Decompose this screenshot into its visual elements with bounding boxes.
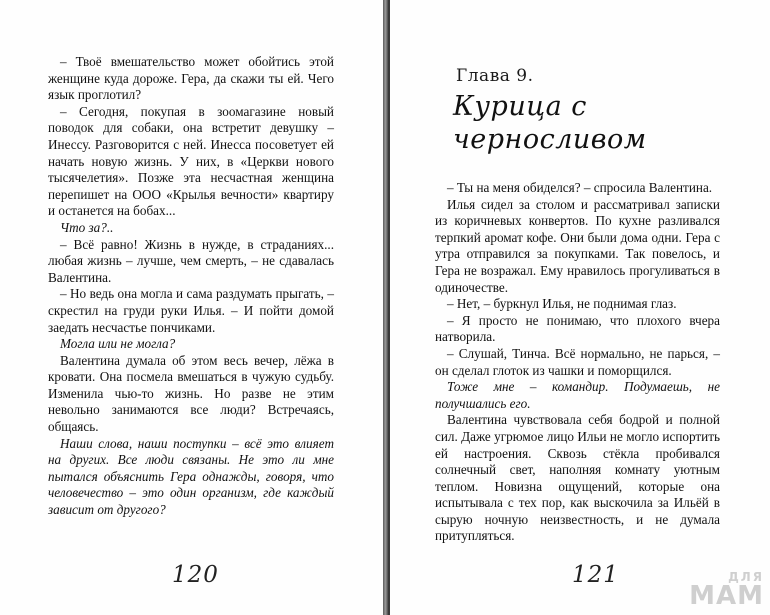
paragraph: – Слушай, Тинча. Всё нормально, не парься, – он сделал глоток из чашки и поморщился. [435, 345, 720, 378]
watermark-line-2: МАМ [689, 581, 764, 611]
chapter-number: Глава 9. [456, 66, 534, 86]
paragraph: – Но ведь она могла и сама раздумать прыгать, – скрестил на груди руки Илья. – И пойти домой заедать несчастье пончиками. [48, 286, 334, 335]
chapter-title: Курица с черносливом [453, 91, 647, 155]
paragraph: Что за?.. [60, 219, 114, 235]
paragraph: Наши слова, наши поступки – всё это влияет на других. Все люди связаны. Не это ли мне пытался объяснить Гера однажды, говоря, что человечество – это один организм, где каждый зависит от другого? [48, 435, 334, 518]
page-number-right: 121 [572, 562, 619, 588]
paragraph: – Твоё вмешательство может обойтись этой женщине куда дороже. Гера, да скажи ты ей. Чего язык проглотил? [48, 54, 334, 103]
paragraph: – Я просто не понимаю, что плохого вчера натворила. [435, 312, 720, 345]
paragraph: Валентина думала об этом весь вечер, лёжа в кровати. Она посмела вмешаться в чужую судьбу. Изменила чью-то жизнь. Но разве не этим невольно занимаются все люди? Встречаясь, общаясь. [48, 352, 334, 435]
paragraph: – Ты на меня обиделся? – спросила Валентина. [447, 180, 713, 195]
paragraph: Могла или не могла? [60, 336, 176, 352]
watermark-line-1: ДЛЯ [728, 570, 764, 584]
paragraph: – Всё равно! Жизнь в нужде, в страданиях... любая жизнь – лучше, чем смерть, – не сдавалась Валентина. [48, 236, 334, 285]
paragraph: Тоже мне – командир. Подумаешь, не получшались его. [435, 379, 720, 411]
left-page [0, 0, 383, 615]
right-page-text [435, 180, 720, 545]
site-watermark [686, 571, 764, 611]
paragraph: – Сегодня, покупая в зоомагазине новый поводок для собаки, она встретит девушку – Инессу. Разговорится с ней. Инесса посоветует ей начать новую жизнь. У них, в «Церкви нового тысячелетия». Позже эта несчастная женщина перепишет на ООО «Крылья вечности» квартиру и останется на бобах... [48, 103, 334, 219]
left-page-text [48, 54, 334, 519]
paragraph: Илья сидел за столом и рассматривал записки из коричневых конвертов. По кухне разливался терпкий аромат кофе. Они были дома одни. Гера с утра отправился за покупками. Так повелось, и Гера не возражал. Ему нравилось прогуливаться в одиночестве. [435, 196, 720, 295]
right-page [388, 0, 770, 615]
page-number-left: 120 [172, 562, 219, 588]
paragraph: Валентина чувствовала себя бодрой и полной сил. Даже угрюмое лицо Ильи не могло испортить ей настроения. Сквозь стёкла пробивался солнечный свет, наполняя комнату уютным теплом. Новизна ощущений, которые она испытывала с тех пор, как выскочила за Ильёй в сырую ночную неизвестность, и не думала притупляться. [435, 412, 720, 544]
paragraph: – Нет, – буркнул Илья, не поднимая глаз. [447, 296, 677, 312]
